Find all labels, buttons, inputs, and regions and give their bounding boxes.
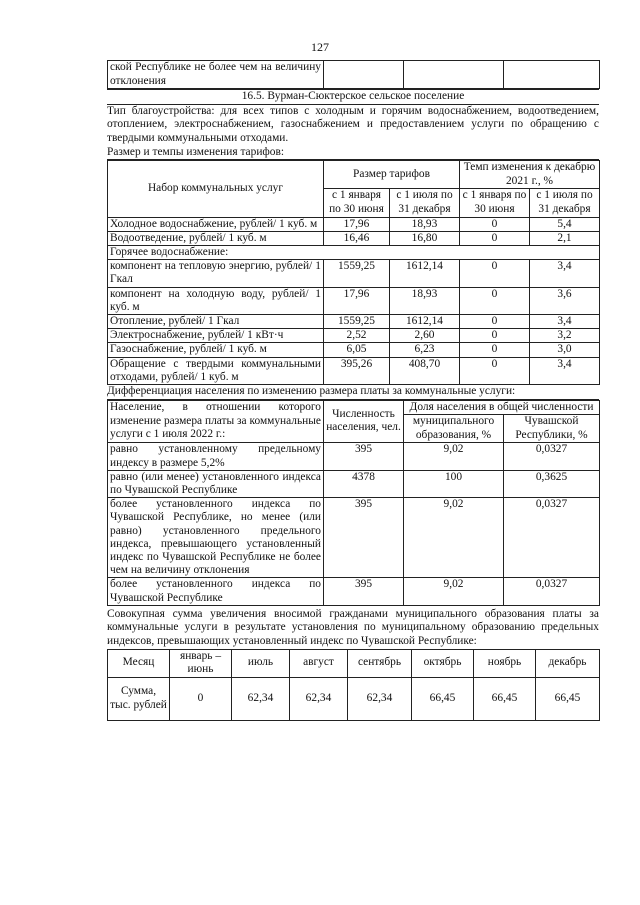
tariff-value: 18,93: [390, 287, 460, 314]
tariff-header-rate: Темп изменения к декабрю 2021 г., %: [460, 161, 600, 189]
month-label: январь – июнь: [170, 649, 232, 677]
rate-value: 3,4: [530, 260, 600, 287]
tariff-value: 1559,25: [324, 314, 390, 328]
republic-share: 0,3625: [504, 470, 600, 497]
table-row: [108, 357, 600, 384]
tariff-value: 1612,14: [390, 260, 460, 287]
carry-over-label: ской Республике не более чем на величину отклонения: [108, 61, 324, 89]
population-category: равно (или менее) установленного индекса по Чувашской Республике: [108, 470, 324, 497]
rate-value: 3,2: [530, 329, 600, 343]
tariff-value: 17,96: [324, 217, 390, 231]
rate-value: 0: [460, 231, 530, 245]
tariff-value: 6,05: [324, 343, 390, 357]
population-category: равно установленному предельному индексу в размере 5,2%: [108, 443, 324, 470]
rate-value: 5,4: [530, 217, 600, 231]
tariff-subheader: с 1 января по 30 июня: [460, 189, 530, 217]
table-row: [108, 677, 600, 720]
carry-over-row: [108, 61, 600, 89]
carry-over-cell: [324, 61, 404, 89]
diff-header-population: Население, в отношении которого изменение размера платы за коммунальные услуги с 1 июля 2022 г.:: [108, 400, 324, 443]
rate-value: 3,0: [530, 343, 600, 357]
month-label: октябрь: [412, 649, 474, 677]
table-row: [108, 649, 600, 677]
rate-value: 0: [460, 260, 530, 287]
carry-over-table: [107, 60, 600, 89]
diff-intro: Дифференциация населения по изменению размера платы за коммунальные услуги:: [107, 385, 599, 400]
sum-value: 66,45: [474, 677, 536, 720]
month-label: июль: [232, 649, 290, 677]
month-label: ноябрь: [474, 649, 536, 677]
service-name: компонент на тепловую энергию, рублей/ 1 Гкал: [108, 260, 324, 287]
carry-over-cell: [504, 61, 600, 89]
tariff-value: 17,96: [324, 287, 390, 314]
tariff-value: 16,80: [390, 231, 460, 245]
diff-subheader-municipal: муниципального образования, %: [404, 415, 504, 443]
tariff-subheader: с 1 января по 30 июня: [324, 189, 390, 217]
diff-header-share: Доля населения в общей численности: [404, 400, 600, 415]
month-label: сентябрь: [348, 649, 412, 677]
diff-subheader-republic: Чувашской Республики, %: [504, 415, 600, 443]
table-row: [108, 287, 600, 314]
population-category: более установленного индекса по Чувашской Республике, но менее (или равно) установленного предельного индекса, превышающего установленный индекс по Чувашской Республике не более чем на величину отклонения: [108, 498, 324, 578]
rate-value: 2,1: [530, 231, 600, 245]
table-row: [108, 498, 600, 578]
service-name: Отопление, рублей/ 1 Гкал: [108, 314, 324, 328]
rate-value: 0: [460, 343, 530, 357]
tariff-subheader: с 1 июля по 31 декабря: [530, 189, 600, 217]
sum-value: 0: [170, 677, 232, 720]
service-name: Газоснабжение, рублей/ 1 куб. м: [108, 343, 324, 357]
tariff-value: 16,46: [324, 231, 390, 245]
sum-value: 62,34: [290, 677, 348, 720]
differentiation-table: [107, 400, 600, 606]
page-number: 127: [311, 40, 329, 54]
rate-value: 3,4: [530, 314, 600, 328]
rate-value: 3,4: [530, 357, 600, 384]
carry-over-cell: [404, 61, 504, 89]
sum-value: 66,45: [412, 677, 474, 720]
municipal-share: 9,02: [404, 578, 504, 605]
table-row: [108, 343, 600, 357]
table-row: [108, 260, 600, 287]
tariff-table: [107, 160, 600, 385]
tariff-value: 1612,14: [390, 314, 460, 328]
population-count: 395: [324, 578, 404, 605]
service-group-label: Горячее водоснабжение:: [108, 245, 600, 259]
table-row: [108, 231, 600, 245]
population-count: 395: [324, 498, 404, 578]
service-name: компонент на холодную воду, рублей/ 1 куб. м: [108, 287, 324, 314]
sum-value: 62,34: [232, 677, 290, 720]
service-name: Обращение с твердыми коммунальными отходами, рублей/ 1 куб. м: [108, 357, 324, 384]
sum-value: 66,45: [536, 677, 600, 720]
table-row: [108, 314, 600, 328]
table-row: [108, 578, 600, 605]
tariff-value: 2,52: [324, 329, 390, 343]
document-body: [107, 60, 599, 721]
republic-share: 0,0327: [504, 498, 600, 578]
rate-value: 3,6: [530, 287, 600, 314]
sum-row-header: Сумма, тыс. рублей: [108, 677, 170, 720]
section-title: 16.5. Вурман-Сюктерское сельское поселение: [107, 89, 599, 105]
population-count: 395: [324, 443, 404, 470]
tariff-value: 18,93: [390, 217, 460, 231]
table-row: [108, 245, 600, 259]
table-row: [108, 470, 600, 497]
rate-value: 0: [460, 314, 530, 328]
service-name: Водоотведение, рублей/ 1 куб. м: [108, 231, 324, 245]
republic-share: 0,0327: [504, 578, 600, 605]
republic-share: 0,0327: [504, 443, 600, 470]
tariff-subheader: с 1 июля по 31 декабря: [390, 189, 460, 217]
tariff-value: 1559,25: [324, 260, 390, 287]
municipal-share: 9,02: [404, 498, 504, 578]
month-row-header: Месяц: [108, 649, 170, 677]
tariff-value: 6,23: [390, 343, 460, 357]
municipal-share: 9,02: [404, 443, 504, 470]
monthly-sum-table: [107, 649, 600, 721]
total-increase-text: Совокупная сумма увеличения вносимой гражданами муниципального образования платы за коммунальные услуги в результате установления по муниципальному образованию предельных индексов, превышающих установленный индекс по Чувашской Республике:: [107, 607, 599, 647]
rate-value: 0: [460, 287, 530, 314]
sum-value: 62,34: [348, 677, 412, 720]
rate-value: 0: [460, 329, 530, 343]
tariff-header-size: Размер тарифов: [324, 161, 460, 189]
rate-value: 0: [460, 357, 530, 384]
table-row: [108, 443, 600, 470]
service-name: Холодное водоснабжение, рублей/ 1 куб. м: [108, 217, 324, 231]
tariff-value: 395,26: [324, 357, 390, 384]
tariff-intro: Размер и темпы изменения тарифов:: [107, 146, 599, 161]
month-label: декабрь: [536, 649, 600, 677]
tariff-header-service: Набор коммунальных услуг: [108, 161, 324, 217]
month-label: август: [290, 649, 348, 677]
population-category: более установленного индекса по Чувашской Республике: [108, 578, 324, 605]
municipal-share: 100: [404, 470, 504, 497]
amenities-text: Тип благоустройства: для всех типов с холодным и горячим водоснабжением, водоотведением, отоплением, электроснабжением, газоснабжением и предоставлением услуги по обращению с твердыми коммунальными отходами.: [107, 104, 599, 144]
diff-header-count: Численность населения, чел.: [324, 400, 404, 443]
population-count: 4378: [324, 470, 404, 497]
table-row: [108, 217, 600, 231]
table-row: [108, 329, 600, 343]
tariff-value: 2,60: [390, 329, 460, 343]
service-name: Электроснабжение, рублей/ 1 кВт·ч: [108, 329, 324, 343]
rate-value: 0: [460, 217, 530, 231]
tariff-value: 408,70: [390, 357, 460, 384]
